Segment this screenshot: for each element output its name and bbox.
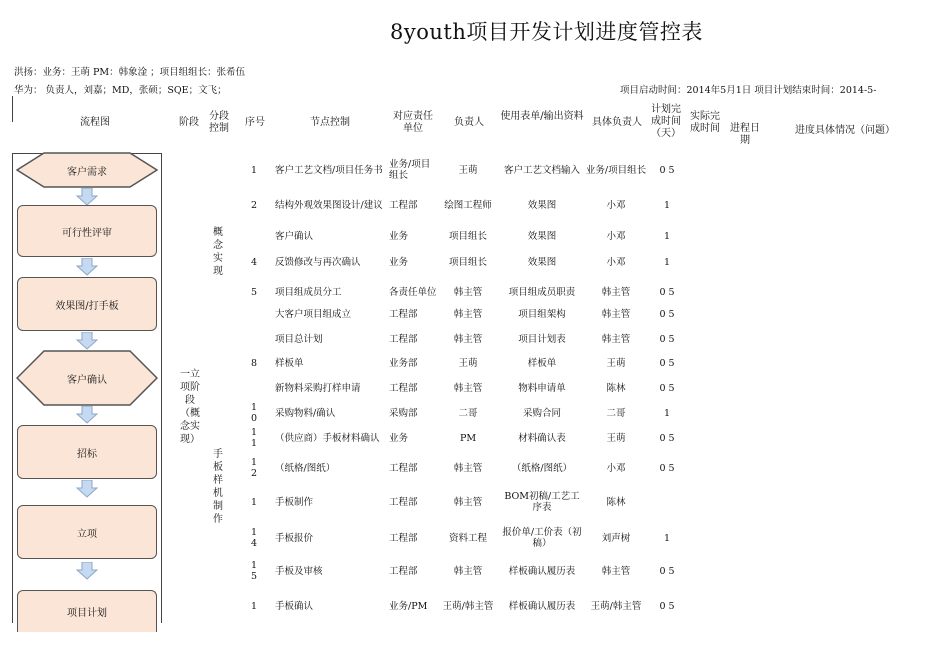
row-3-dept: [389, 228, 437, 244]
cell-text: （纸格/图纸）: [511, 462, 573, 474]
cell-text: 项目组架构: [518, 308, 566, 320]
header-form: 使用表单/输出资料: [500, 111, 584, 122]
row-2-no: [251, 190, 261, 220]
down-arrow-icon: [76, 562, 98, 580]
sub-stage-concept: 概念实现: [213, 227, 223, 277]
cell-text: 效果图: [527, 199, 557, 211]
cell-text: 刘声树: [601, 532, 631, 544]
cell-text: 1: [663, 407, 671, 419]
cell-text: 1 0: [251, 402, 258, 424]
header-flow: 流程图: [80, 117, 110, 128]
cell-text: 材料确认表: [518, 432, 566, 444]
cell-text: 采购部: [389, 407, 418, 419]
cell-text: 8: [251, 357, 258, 369]
row-16-dept: [389, 592, 437, 620]
cell-text: 4: [251, 256, 258, 268]
cell-text: 0 5: [659, 357, 675, 369]
row-1-no: [251, 157, 261, 183]
row-3-person: [585, 228, 647, 244]
cell-text: 业务: [389, 230, 409, 242]
cell-text: 1 1: [251, 427, 258, 449]
flow-label: 招标: [77, 448, 97, 460]
stage-label: 一立项阶段（概念实现）: [180, 369, 200, 445]
cell-text: 1: [663, 199, 671, 211]
row-2-node: [275, 190, 387, 220]
row-2-form: [500, 190, 584, 220]
cell-text: 5: [251, 286, 258, 298]
row-11-owner: [439, 426, 497, 450]
cell-text: 样板单: [527, 357, 557, 369]
flow-step-rendering: [17, 277, 157, 331]
cell-text: 工程部: [389, 532, 418, 544]
cell-text: 业务/项目组长: [585, 164, 647, 176]
cell-text: 0 5: [659, 286, 675, 298]
cell-text: 新物料采购打样申请: [275, 382, 361, 394]
row-7-plan: [652, 331, 682, 347]
flow-label: 客户需求: [67, 166, 107, 178]
cell-text: 韩主管: [601, 286, 631, 298]
cell-text: 项目组成员职责: [508, 286, 576, 298]
cell-text: 0 5: [659, 432, 675, 444]
row-7-person: [585, 331, 647, 347]
cell-text: 反馈修改与再次确认: [275, 256, 361, 268]
cell-text: 样板确认履历表: [508, 600, 576, 612]
cell-text: 客户工艺文档/项目任务书: [275, 164, 383, 176]
cell-text: 效果图: [527, 256, 557, 268]
cell-text: 绘图工程师: [444, 199, 492, 211]
row-1-person: [585, 157, 647, 183]
flow-label: 客户确认: [67, 374, 107, 386]
cell-text: 王萌/韩主管: [590, 600, 642, 612]
row-5-no: [251, 279, 261, 305]
cell-text: 1: [251, 600, 258, 612]
header-owner: 负责人: [454, 117, 484, 128]
flow-step-customer-demand: [16, 152, 158, 188]
cell-text: 0 5: [659, 333, 675, 345]
row-6-plan: [652, 306, 682, 322]
row-1-node: [275, 157, 387, 183]
row-13-plan: [652, 488, 682, 516]
row-8-person: [585, 355, 647, 371]
row-9-form: [500, 380, 584, 396]
cell-text: 小邓: [606, 199, 626, 211]
header-person: 具体负责人: [592, 117, 642, 128]
row-9-plan: [652, 380, 682, 396]
cell-text: 1: [251, 164, 258, 176]
down-arrow-icon: [76, 406, 98, 424]
row-2-dept: [389, 190, 437, 220]
cell-text: 王萌: [458, 164, 478, 176]
row-9-no: [251, 380, 261, 396]
cell-text: 小邓: [606, 462, 626, 474]
row-9-node: [275, 380, 387, 396]
row-4-form: [500, 254, 584, 270]
cell-text: 手板制作: [275, 496, 314, 508]
cell-text: 0 5: [659, 382, 675, 394]
row-4-plan: [652, 254, 682, 270]
row-16-owner: [439, 592, 497, 620]
header-left-border: [12, 96, 13, 122]
cell-text: 陈林: [606, 496, 626, 508]
cell-text: 工程部: [389, 565, 418, 577]
cell-text: 陈林: [606, 382, 626, 394]
cell-text: 王萌/韩主管: [442, 600, 494, 612]
row-11-dept: [389, 426, 437, 450]
row-15-no: [251, 558, 261, 584]
cell-text: 手板确认: [275, 600, 314, 612]
row-8-no: [251, 355, 261, 371]
cell-text: 韩主管: [453, 308, 483, 320]
row-14-plan: [652, 525, 682, 551]
row-15-person: [585, 558, 647, 584]
header-stage: 阶段: [179, 117, 199, 128]
row-12-owner: [439, 457, 497, 479]
cell-text: 王萌: [606, 432, 626, 444]
flow-label: 可行性评审: [62, 227, 112, 239]
cell-text: 韩主管: [601, 333, 631, 345]
row-11-person: [585, 426, 647, 450]
header-detail: 进度具体情况（问题）: [795, 125, 895, 136]
row-15-dept: [389, 558, 437, 584]
row-10-person: [585, 402, 647, 424]
row-16-plan: [652, 592, 682, 620]
row-4-no: [251, 254, 261, 270]
info-line-2: 华为： 负责人，刘嘉；MD，张硕；SQE；文飞；: [14, 85, 227, 96]
row-7-node: [275, 331, 387, 347]
cell-text: 效果图: [527, 230, 557, 242]
flow-label: 效果图/打手板: [55, 300, 119, 312]
cell-text: 业务: [389, 432, 409, 444]
row-5-dept: [389, 279, 437, 305]
cell-text: 二哥: [606, 407, 626, 419]
row-6-owner: [439, 306, 497, 322]
row-10-form: [500, 402, 584, 424]
row-12-plan: [652, 457, 682, 479]
flow-step-feasibility: [17, 205, 157, 257]
row-2-person: [585, 190, 647, 220]
header-progress: 进程日期: [730, 123, 760, 146]
cell-text: 1: [251, 496, 258, 508]
row-14-no: [251, 525, 261, 551]
cell-text: 小邓: [606, 256, 626, 268]
row-3-plan: [652, 228, 682, 244]
row-3-form: [500, 228, 584, 244]
cell-text: 项目总计划: [275, 333, 323, 345]
row-5-plan: [652, 279, 682, 305]
row-11-form: [500, 426, 584, 450]
cell-text: BOM初稿/工艺工序表: [504, 491, 580, 513]
cell-text: 韩主管: [601, 308, 631, 320]
cell-text: 项目组长: [448, 230, 487, 242]
row-4-node: [275, 254, 387, 270]
row-12-dept: [389, 457, 437, 479]
cell-text: 1: [663, 230, 671, 242]
row-14-owner: [439, 525, 497, 551]
cell-text: 各责任单位: [389, 286, 437, 298]
header-actual: 实际完成时间: [690, 111, 720, 134]
row-6-dept: [389, 306, 437, 322]
cell-text: 0 5: [659, 308, 675, 320]
flow-label: 立项: [77, 528, 97, 540]
page-title: 8youth项目开发计划进度管控表: [390, 20, 703, 44]
down-arrow-icon: [76, 258, 98, 276]
cell-text: 韩主管: [453, 462, 483, 474]
cell-text: 采购物料/确认: [275, 407, 336, 419]
cell-text: 客户确认: [275, 230, 314, 242]
row-13-dept: [389, 488, 437, 516]
cell-text: 韩主管: [453, 496, 483, 508]
row-9-dept: [389, 380, 437, 396]
row-14-node: [275, 525, 387, 551]
header-no: 序号: [245, 117, 265, 128]
flow-frame-right: [161, 153, 162, 623]
info-line-1: 洪扬：业务：王萌 PM：韩象淦 ；项目组组长：张希伍: [14, 67, 246, 78]
row-3-owner: [439, 228, 497, 244]
cell-text: 工程部: [389, 382, 418, 394]
cell-text: 业务: [389, 256, 409, 268]
cell-text: 0 5: [659, 164, 675, 176]
cell-text: 1: [663, 256, 671, 268]
row-2-plan: [652, 190, 682, 220]
row-8-form: [500, 355, 584, 371]
header-plan: 计划完成时间（天）: [651, 104, 681, 139]
down-arrow-icon: [76, 332, 98, 350]
row-5-person: [585, 279, 647, 305]
cell-text: 样板确认履历表: [508, 565, 576, 577]
cell-text: 工程部: [389, 199, 418, 211]
cell-text: 报价单/工价表（初稿）: [502, 527, 582, 549]
cell-text: 工程部: [389, 462, 418, 474]
cell-text: 2: [251, 199, 258, 211]
row-15-form: [500, 558, 584, 584]
row-12-form: [500, 457, 584, 479]
row-9-person: [585, 380, 647, 396]
row-6-person: [585, 306, 647, 322]
row-16-no: [251, 592, 261, 620]
flow-frame-left: [12, 153, 13, 623]
row-15-owner: [439, 558, 497, 584]
row-16-node: [275, 592, 387, 620]
row-4-dept: [389, 254, 437, 270]
cell-text: 韩主管: [453, 565, 483, 577]
row-7-no: [251, 331, 261, 347]
cell-text: 手板及审核: [275, 565, 323, 577]
row-5-form: [500, 279, 584, 305]
cell-text: 1: [663, 532, 671, 544]
cell-text: 项目组长: [448, 256, 487, 268]
row-10-no: [251, 402, 261, 424]
row-6-node: [275, 306, 387, 322]
cell-text: 采购合同: [522, 407, 561, 419]
cell-text: 王萌: [606, 357, 626, 369]
cell-text: 0 5: [659, 600, 675, 612]
cell-text: （纸格/图纸）: [275, 462, 336, 474]
flow-step-customer-confirm: [16, 350, 158, 406]
row-8-plan: [652, 355, 682, 371]
row-1-plan: [652, 157, 682, 183]
row-7-dept: [389, 331, 437, 347]
row-6-form: [500, 306, 584, 322]
header-dept: 对应责任单位: [393, 111, 433, 134]
cell-text: 样板单: [275, 357, 304, 369]
cell-text: PM: [459, 432, 477, 444]
row-13-form: [500, 488, 584, 516]
row-15-plan: [652, 558, 682, 584]
sub-stage-prototype: 手板样机制作: [213, 449, 223, 525]
row-13-owner: [439, 488, 497, 516]
row-16-form: [500, 592, 584, 620]
row-14-person: [585, 525, 647, 551]
row-10-dept: [389, 402, 437, 424]
cell-text: 大客户项目组成立: [275, 308, 352, 320]
flow-label: 项目计划: [67, 608, 107, 619]
row-12-node: [275, 457, 387, 479]
cell-text: 手板报价: [275, 532, 314, 544]
cell-text: 韩主管: [453, 286, 483, 298]
row-11-node: [275, 426, 387, 450]
header-sub: 分段控制: [209, 111, 229, 134]
cell-text: 物料申请单: [518, 382, 566, 394]
cell-text: 业务/PM: [389, 600, 428, 612]
cell-text: 0 5: [659, 565, 675, 577]
row-6-no: [251, 306, 261, 322]
cell-text: 资料工程: [448, 532, 487, 544]
header-node: 节点控制: [310, 117, 350, 128]
row-5-node: [275, 279, 387, 305]
cell-text: 客户工艺文档输入: [503, 164, 580, 176]
row-10-owner: [439, 402, 497, 424]
cell-text: 1 2: [251, 457, 258, 479]
cell-text: 0 5: [659, 462, 675, 474]
row-10-plan: [652, 402, 682, 424]
row-12-person: [585, 457, 647, 479]
cell-text: 韩主管: [601, 565, 631, 577]
row-1-form: [500, 157, 584, 183]
flow-step-bidding: [17, 425, 157, 479]
down-arrow-icon: [76, 480, 98, 498]
row-15-node: [275, 558, 387, 584]
row-13-node: [275, 488, 387, 516]
cell-text: 业务/项目组长: [389, 159, 431, 181]
row-13-no: [251, 488, 261, 516]
row-12-no: [251, 457, 261, 479]
cell-text: 工程部: [389, 333, 418, 345]
flow-step-project-init: [17, 505, 157, 559]
row-8-node: [275, 355, 387, 371]
cell-text: 王萌: [458, 357, 478, 369]
row-1-owner: [439, 157, 497, 183]
row-7-form: [500, 331, 584, 347]
row-9-owner: [439, 380, 497, 396]
row-8-dept: [389, 355, 437, 371]
row-14-form: [500, 525, 584, 551]
cell-text: （供应商）手板材料确认: [275, 432, 380, 444]
row-4-person: [585, 254, 647, 270]
row-2-owner: [439, 190, 497, 220]
cell-text: 1 5: [251, 560, 258, 582]
cell-text: 1 4: [251, 527, 258, 549]
cell-text: 项目计划表: [518, 333, 566, 345]
cell-text: 结构外观效果图设计/建议: [275, 199, 383, 211]
row-11-no: [251, 426, 261, 450]
row-10-node: [275, 402, 387, 424]
cell-text: 韩主管: [453, 382, 483, 394]
row-11-plan: [652, 426, 682, 450]
row-16-person: [585, 592, 647, 620]
row-13-person: [585, 488, 647, 516]
cell-text: 二哥: [458, 407, 478, 419]
info-line-2-right: 项目启动时间：2014年5月1日 项目计划结束时间：2014-5-: [620, 85, 877, 96]
flow-step-project-plan: [17, 590, 157, 632]
row-5-owner: [439, 279, 497, 305]
row-4-owner: [439, 254, 497, 270]
row-7-owner: [439, 331, 497, 347]
down-arrow-icon: [76, 188, 98, 206]
row-14-dept: [389, 525, 437, 551]
row-3-node: [275, 228, 387, 244]
cell-text: 业务部: [389, 357, 418, 369]
cell-text: 韩主管: [453, 333, 483, 345]
cell-text: 项目组成员分工: [275, 286, 342, 298]
row-1-dept: [389, 157, 437, 183]
cell-text: 小邓: [606, 230, 626, 242]
row-3-no: [251, 228, 261, 244]
cell-text: 工程部: [389, 308, 418, 320]
cell-text: 工程部: [389, 496, 418, 508]
row-8-owner: [439, 355, 497, 371]
